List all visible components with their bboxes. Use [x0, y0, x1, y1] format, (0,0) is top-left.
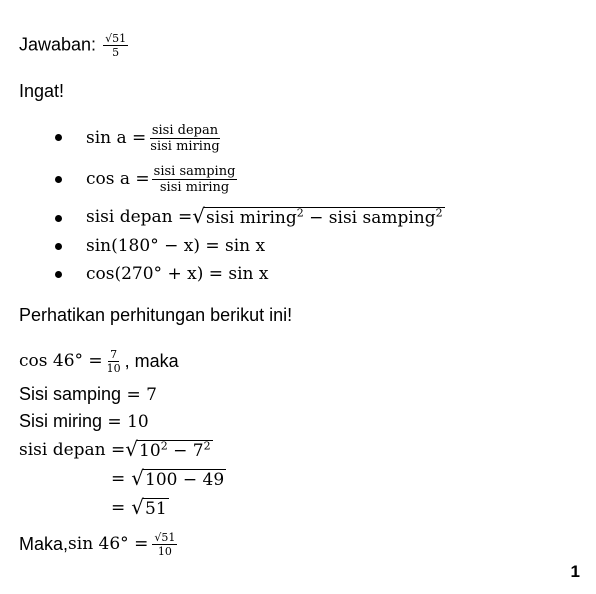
formula-cos-270: cos(270° + x) = sin x	[86, 264, 269, 284]
calc-step-2	[111, 467, 226, 490]
calc-cos46	[19, 343, 179, 379]
calc-sisi-miring-value: = 10	[102, 412, 149, 432]
calc-sisi-depan-lhs: sisi depan =	[19, 439, 126, 460]
bullet-dot	[55, 176, 62, 183]
formula-sisi-depan	[86, 205, 445, 228]
formula-sin-fraction	[148, 123, 221, 154]
bullet-dot	[55, 134, 62, 141]
sqrt-symbol: √ 100 − 49	[131, 466, 225, 490]
remember-heading: Ingat!	[19, 81, 65, 101]
formula-sin-180: sin(180° − x) = sin x	[86, 236, 266, 256]
formula-cos	[86, 161, 239, 197]
calc-sisi-depan-radicand: $10^2 - 7^2$	[139, 439, 211, 461]
formula-cos-denominator: sisi miring	[159, 179, 230, 195]
calc-sisi-samping-value: = 7	[121, 385, 157, 405]
calc-conclusion-denominator: 10	[157, 544, 172, 558]
formula-sin	[86, 120, 224, 156]
formula-sin-numerator: sisi depan	[151, 122, 219, 138]
calc-step-2-equals: =	[111, 468, 126, 489]
calc-step-3-radicand: 51	[145, 499, 167, 519]
calc-step-3-equals: =	[111, 497, 126, 518]
formula-sisi-depan-lhs: sisi depan =	[86, 206, 193, 227]
calc-sisi-samping	[19, 383, 157, 406]
formula-sisi-depan-radicand: sisi miring$^2$ − sisi samping$^2$	[206, 206, 443, 228]
calc-step-3	[111, 496, 169, 519]
formula-sin-lhs: sin a =	[86, 128, 147, 148]
bullet-dot	[55, 243, 62, 250]
page-number: 1	[570, 562, 580, 581]
calc-cos46-fraction	[105, 348, 123, 375]
calc-cos46-tail: , maka	[124, 351, 179, 371]
answer-label: Jawaban:	[19, 34, 97, 55]
calc-conclusion	[19, 526, 179, 562]
calc-sisi-miring-label: Sisi miring	[19, 411, 103, 431]
calc-conclusion-fraction	[152, 531, 177, 558]
formula-cos-numerator: sisi samping	[153, 163, 236, 179]
answer-denominator: 5	[112, 46, 120, 59]
calc-conclusion-lhs: sin 46° =	[68, 534, 149, 554]
instruction-text: Perhatikan perhitungan berikut ini!	[19, 305, 293, 325]
calc-conclusion-numerator: √51	[154, 530, 176, 544]
calc-conclusion-label: Maka,	[19, 534, 69, 554]
formula-sin-denominator: sisi miring	[150, 138, 220, 154]
calc-sisi-depan	[19, 438, 213, 461]
calc-sisi-miring	[19, 410, 149, 433]
sqrt-symbol: √ 51	[131, 495, 167, 519]
answer-fraction	[103, 32, 128, 59]
sqrt-symbol: √ sisi miring$^2$ − sisi samping$^2$	[192, 204, 443, 228]
formula-cos-lhs: cos a =	[86, 169, 150, 189]
calc-cos46-numerator: 7	[110, 347, 118, 361]
answer-line	[19, 32, 130, 59]
bullet-dot	[55, 271, 62, 278]
calc-cos46-lhs: cos 46° =	[19, 351, 103, 371]
calc-step-2-radicand: 100 − 49	[145, 470, 225, 490]
answer-numerator: √51	[105, 32, 127, 45]
formula-cos-fraction	[152, 164, 238, 195]
bullet-dot	[55, 215, 62, 222]
sqrt-symbol: √ $10^2 - 7^2$	[125, 437, 211, 461]
calc-sisi-samping-label: Sisi samping	[19, 384, 122, 404]
calc-cos46-denominator: 10	[106, 361, 121, 375]
